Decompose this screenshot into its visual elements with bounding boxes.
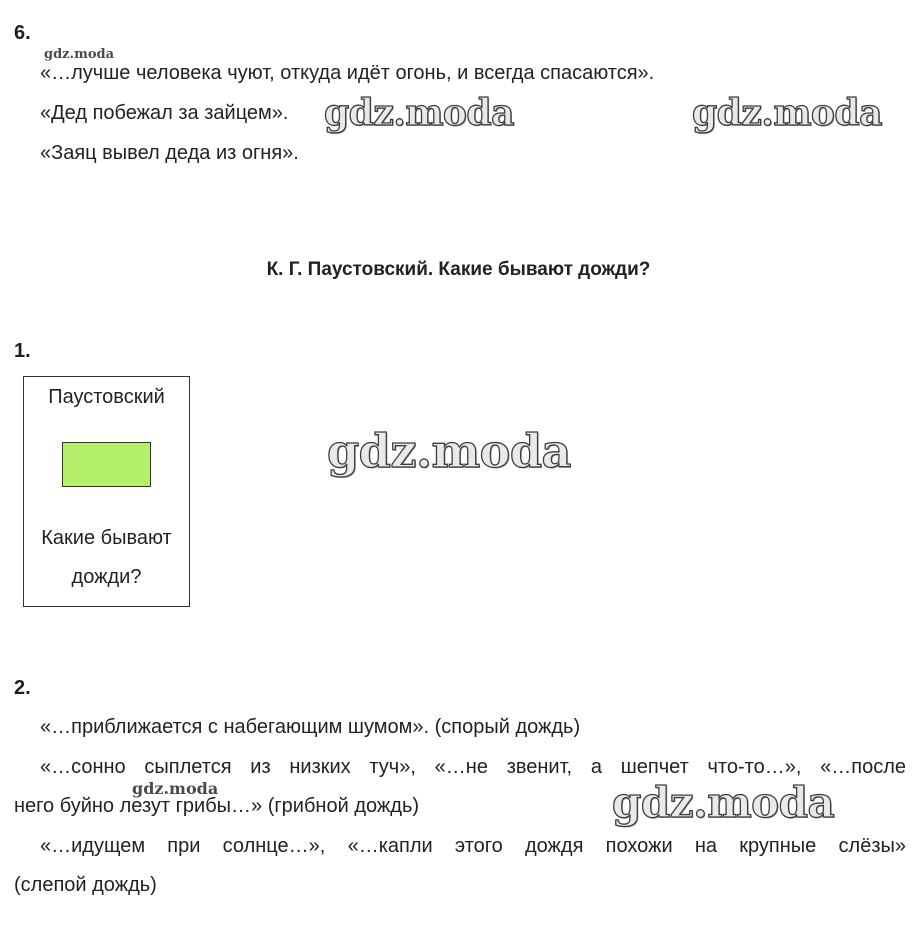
cover-title-line-2: дожди?: [71, 566, 142, 588]
section-2-paragraph-2-line-1: «…сонно сыплется из низких туч», «…не звенит, а шепчет что-то…», «…после: [40, 756, 906, 778]
section-1-number: 1.: [14, 340, 31, 362]
watermark-small: gdz.moda: [44, 47, 115, 62]
watermark-small: gdz.moda: [132, 779, 219, 798]
watermark: gdz.moda: [327, 424, 571, 478]
section-2-number: 2.: [14, 677, 31, 699]
chapter-title: К. Г. Паустовский. Какие бывают дожди?: [266, 259, 651, 280]
section-6-number: 6.: [14, 22, 31, 44]
cover-rectangle: [62, 442, 151, 487]
cover-title-line-1: Какие бывают: [41, 527, 172, 549]
section-6-line-2: «Дед побежал за зайцем».: [40, 102, 289, 124]
watermark: gdz.moda: [692, 92, 882, 134]
section-6-line-3: «Заяц вывел деда из огня».: [40, 142, 299, 164]
section-2-paragraph-3-line-2: (слепой дождь): [14, 874, 157, 896]
cover-author: Паустовский: [48, 386, 165, 408]
book-cover-model: [23, 376, 190, 607]
watermark: gdz.moda: [324, 92, 514, 134]
section-2-paragraph-3-line-1: «…идущем при солнце…», «…капли этого дождя похожи на крупные слёзы»: [40, 835, 906, 857]
section-2-paragraph-1: «…приближается с набегающим шумом». (спорый дождь): [40, 716, 581, 738]
watermark: gdz.moda: [612, 778, 835, 827]
section-6-line-1: «…лучше человека чуют, откуда идёт огонь, и всегда спасаются».: [40, 62, 655, 84]
section-2-paragraph-2-line-2: него буйно лезут грибы…» (грибной дождь): [14, 795, 420, 817]
